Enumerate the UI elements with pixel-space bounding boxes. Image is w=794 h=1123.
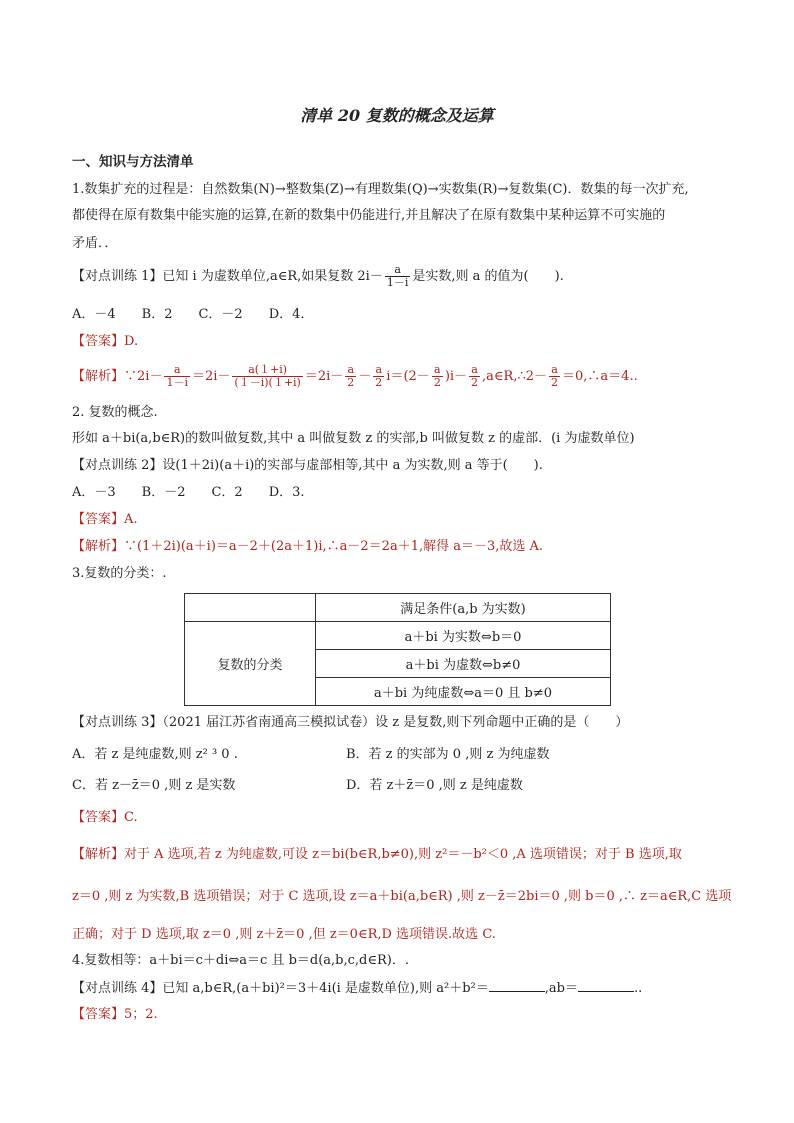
exercise-3-solution-line1: 【解析】对于 A 选项,若 z 为纯虚数,可设 z＝bi(b∈R,b≠0),则 z²＝－b²＜0 ,A 选项错误；对于 B 选项,取 xyxy=(72,847,682,862)
p2-body: 形如 a＋bi(a,b∈R)的数叫做复数,其中 a 叫做复数 z 的实部,b 叫做复数 z 的虚部．(i 为虚数单位) xyxy=(72,431,635,446)
answer-blank[interactable] xyxy=(578,979,634,992)
exercise-2-question: 【对点训练 2】设(1＋2i)(a＋i)的实部与虚部相等,其中 a 为实数,则 a 等于( ). xyxy=(72,458,543,473)
exercise-3-option-c: C．若 z－z̄＝0 ,则 z 是实数 xyxy=(72,778,236,793)
page-title: 清单 20 复数的概念及运算 xyxy=(300,106,494,125)
p1-line3: 矛盾．． xyxy=(72,236,118,251)
exercise-1-solution: 【解析】∵2i－ $\frac{a}{1-i}$ ＝2i－ $\frac{a(1+i)}{(1-i)(1+i)}$ ＝2i－ $\frac{a}{2}$ － $\frac{a}{2}$ i＝(2－ $\frac{a}{2}$ )i－ $\frac{a}{2}$ ,a∈R,∴2－ $\frac{a}{2}$ ＝0,∴a＝4.. xyxy=(72,363,638,389)
p4-text: 4.复数相等：a＋bi＝c＋di⇔a＝c 且 b＝d(a,b,c,d∈R)．. xyxy=(72,953,409,968)
answer-blank[interactable] xyxy=(489,979,545,992)
p2-heading: 2. 复数的概念. xyxy=(72,405,158,420)
exercise-2-answer: 【答案】A. xyxy=(72,512,138,527)
fraction: $\frac{a}{1-i}$ xyxy=(386,263,409,289)
table-header: 满足条件(a,b 为实数) xyxy=(316,594,611,622)
exercise-1-tag: 【对点训练 1】 xyxy=(72,269,163,284)
exercise-1-question: 【对点训练 1】已知 i 为虚数单位,a∈R,如果复数 2i－ $\frac{a}{1-i}$ 是实数,则 a 的值为( ). xyxy=(72,263,564,289)
exercise-2-solution: 【解析】∵(1＋2i)(a＋i)＝a－2＋(2a＋1)i,∴a－2＝2a＋1,解得 a＝－3,故选 A. xyxy=(72,539,544,554)
exercise-3-option-a: A．若 z 是纯虚数,则 z² ³ 0 . xyxy=(72,747,238,762)
exercise-3-solution-line3: 正确；对于 D 选项,取 z＝0 ,则 z＋z̄＝0 ,但 z＝0∈R,D 选项错误.故选 C. xyxy=(72,927,496,942)
section-heading: 一、知识与方法清单 xyxy=(72,154,194,170)
exercise-3-option-b: B．若 z 的实部为 0 ,则 z 为纯虚数 xyxy=(346,747,550,762)
p1-line2: 都使得在原有数集中能实施的运算,在新的数集中仍能进行,并且解决了在原有数集中某种运算不可实施的 xyxy=(72,208,666,223)
table-cell: a＋bi 为实数⇔b＝0 xyxy=(316,622,611,650)
table-corner-cell xyxy=(185,594,316,622)
exercise-1-options: A．－4 B．2 C．－2 D．4． xyxy=(72,307,314,322)
table-cell: a＋bi 为纯虚数⇔a＝0 且 b≠0 xyxy=(316,678,611,706)
exercise-4-answer: 【答案】5；2. xyxy=(72,1007,158,1022)
table-row-label: 复数的分类 xyxy=(185,622,316,706)
classification-table xyxy=(184,593,611,706)
exercise-1-answer: 【答案】D. xyxy=(72,334,139,349)
exercise-3-option-d: D．若 z＋z̄＝0 ,则 z 是纯虚数 xyxy=(346,778,523,793)
p1-line1: 1.数集扩充的过程是：自然数集(N)→整数集(Z)→有理数集(Q)→实数集(R)→复数集(C)．数集的每一次扩充, xyxy=(72,182,689,197)
p3-heading: 3.复数的分类：. xyxy=(72,566,167,581)
exercise-3-answer: 【答案】C. xyxy=(72,810,138,825)
exercise-3-solution-line2: z＝0 ,则 z 为实数,B 选项错误；对于 C 选项,设 z＝a＋bi(a,b∈R) ,则 z－z̄＝2bi＝0 ,则 b＝0 ,∴ z＝a∈R,C 选项 xyxy=(72,889,732,904)
exercise-4-question: 【对点训练 4】已知 a,b∈R,(a＋bi)²＝3＋4i(i 是虚数单位),则 a²＋b²＝ ,ab＝ .. xyxy=(72,981,643,996)
exercise-3-question: 【对点训练 3】（2021 届江苏省南通高三模拟试卷）设 z 是复数,则下列命题中正确的是（ ） xyxy=(72,715,629,730)
exercise-2-options: A．－3 B．－2 C．2 D．3. xyxy=(72,485,305,500)
table-cell: a＋bi 为虚数⇔b≠0 xyxy=(316,650,611,678)
